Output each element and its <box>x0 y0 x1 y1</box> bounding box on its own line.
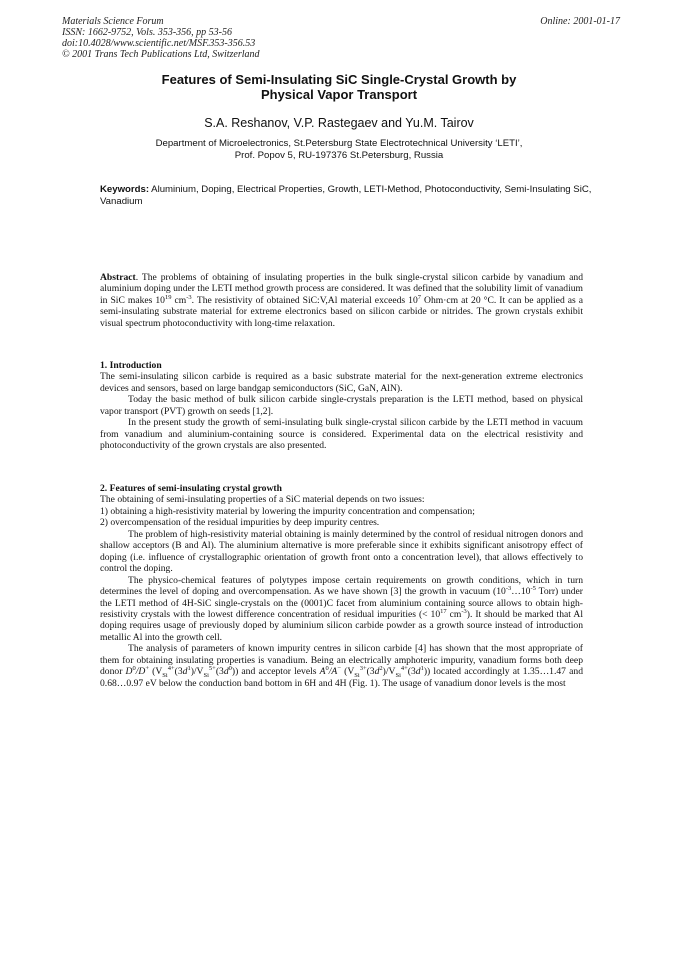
text-run: )) and acceptor levels <box>231 666 320 678</box>
section-introduction <box>100 360 583 452</box>
text-run: (V <box>149 666 163 678</box>
doi-line[interactable]: doi:10.4028/www.scientific.net/MSF.353-356.53 <box>62 38 256 49</box>
sup: 17 <box>440 607 447 615</box>
keywords-text: Aluminium, Doping, Electrical Properties, Growth, LETI-Method, Photoconductivity, Semi-Insulating SiC, Vanadium <box>100 184 592 207</box>
text-run: …10 <box>511 586 531 598</box>
sup: 4+ <box>167 665 175 673</box>
issn-line: ISSN: 1662-9752, Vols. 353-356, pp 53-56 <box>62 27 232 38</box>
italic: A <box>319 666 326 678</box>
section-heading: 2. Features of semi-insulating crystal growth <box>100 483 282 494</box>
text-run: (3 <box>366 666 375 678</box>
text-run: (3 <box>407 666 416 678</box>
italic: /A <box>328 666 338 678</box>
text-run: (V <box>340 666 355 678</box>
abstract-sup: 7 <box>417 293 422 301</box>
paragraph: Today the basic method of bulk silicon carbide single-crystals preparation is the LETI method, based on physical vapor transport (PVT) growth on seeds [1,2]. <box>100 394 583 417</box>
paragraph <box>100 643 583 689</box>
sup: 0 <box>325 665 329 673</box>
online-date: Online: 2001-01-17 <box>540 16 620 27</box>
text-run: (3 <box>215 666 224 678</box>
list-item: 2) overcompensation of the residual impurities by deep impurity centres. <box>100 517 380 529</box>
authors: S.A. Reshanov, V.P. Rastegaev and Yu.M. Tairov <box>204 116 474 130</box>
sup: 5+ <box>208 665 216 673</box>
italic: d <box>182 666 188 678</box>
sup: 1 <box>187 665 191 673</box>
journal-header <box>62 16 402 60</box>
italic: /D <box>135 666 146 678</box>
text-run: The analysis of parameters of known impurity centres in silicon carbide [4] has shown that the most appropriate of them for obtaining insulating properties is vanadium. Being an electrically amphoteric impurity, vanadium forms both deep donor <box>100 643 583 678</box>
text-run: Torr) under the LETI method of 4H-SiC single-crystals on the (0001)C facet from aluminium containing source allows to obtain high-resistivity crystals with the lowest difference concentration of residual impurities (< 10 <box>100 586 583 620</box>
affiliation-line-2: Prof. Popov 5, RU-197376 St.Petersburg, Russia <box>234 150 444 161</box>
text-run: )/V <box>382 666 396 678</box>
text-run: )/V <box>190 666 204 678</box>
paragraph: The obtaining of semi-insulating properties of a SiC material depends on two issues: <box>100 494 425 506</box>
italic: D <box>125 666 133 678</box>
sub: Si <box>162 672 168 680</box>
paragraph: In the present study the growth of semi-insulating bulk single-crystal silicon carbide by the LETI method in vacuum from vanadium and aluminium-containing source is considered. Experimental data on the electrical resistivity and photoconductivity of the grown crystals are also presented. <box>100 417 583 452</box>
copyright-line: © 2001 Trans Tech Publications Ltd, Switzerland <box>62 49 260 60</box>
sub: Si <box>203 672 209 680</box>
list-item: 1) obtaining a high-resistivity material by lowering the impurity concentration and compensation; <box>100 505 475 517</box>
affiliation <box>100 138 578 162</box>
sup: 4+ <box>400 665 408 673</box>
text-run: (3 <box>174 666 183 678</box>
sup: -3 <box>461 607 467 615</box>
sub: Si <box>354 672 360 680</box>
text-run: )) located accordingly at 1.35…1.47 and 0.68…0.97 eV below the conduction band bottom in 6H and 4H (Fig. 1). The usage of vanadium donor levels is the most <box>100 666 583 689</box>
sup: -5 <box>530 584 536 592</box>
text-run: ). It should be marked that Al doping requires usage of previously doped by aluminium silicon carbide powder as a growth source instead of introduction metallic Al into the growth cell. <box>100 608 583 643</box>
abstract-sup: -3 <box>186 293 192 301</box>
title-line-2: Physical Vapor Transport <box>260 87 418 102</box>
sup: 3+ <box>359 665 367 673</box>
abstract-text: cm <box>171 294 187 306</box>
sup: 2 <box>379 665 383 673</box>
abstract-text: . The problems of obtaining of insulating properties in the bulk single-crystal silicon carbide by vanadium and aluminium doping under the LETI method growth process are considered. It was defined that the solubility limit of vanadium in SiC makes 10 <box>100 272 583 306</box>
journal-name: Materials Science Forum <box>62 16 164 27</box>
italic: d <box>374 666 380 678</box>
sup: − <box>337 665 341 673</box>
keywords-label: Keywords: <box>100 184 150 195</box>
section-crystal-growth <box>100 483 583 689</box>
abstract <box>100 272 583 329</box>
title-line-1: Features of Semi-Insulating SiC Single-Crystal Growth by <box>161 72 517 87</box>
paper-title <box>62 72 616 102</box>
italic: d <box>415 666 421 678</box>
abstract-label: Abstract <box>100 272 136 283</box>
abstract-text: Ohm·cm at 20 °C. It can be applied as a semi-insulating substrate material for extreme electronics based on silicon carbide or nitrides. The grown crystals exhibit visual spectrum photoconductivity with long-time relaxation. <box>100 294 583 329</box>
sup: 1 <box>420 665 424 673</box>
affiliation-line-1: Department of Microelectronics, St.Petersburg State Electrotechnical University ‘LETI’, <box>155 138 523 149</box>
italic: d <box>223 666 229 678</box>
keywords <box>100 184 600 208</box>
paragraph <box>100 575 583 644</box>
paragraph: The problem of high-resistivity material obtaining is mainly determined by the control of residual nitrogen donors and shallow acceptors (B and Al). The aluminium alternative is more preferable since it exhibits significant anisotropy effect of doping (i.e. influence of crystallographic orientation of growth front onto a concentration level), that allows effectively to control the doping. <box>100 528 583 575</box>
text-run: cm <box>446 608 462 620</box>
abstract-sup: 19 <box>164 293 172 301</box>
sup: 0 <box>132 665 136 673</box>
sup: 0 <box>228 665 232 673</box>
sub: Si <box>395 672 401 680</box>
abstract-paragraph <box>100 272 583 329</box>
text-run: The physico-chemical features of polytypes impose certain requirements on growth conditions, which in turn determines the level of doping and overcompensation. As we have shown [3] the growth in vacuum (10 <box>100 574 583 598</box>
sup: + <box>145 665 149 673</box>
paragraph: The semi-insulating silicon carbide is required as a basic substrate material for the next-generation extreme electronics devices and sensors, based on large bandgap semiconductors (SiC, GaN, AlN). <box>100 371 583 394</box>
abstract-text: . The resistivity of obtained SiC:V,Al material exceeds 10 <box>191 294 418 306</box>
sup: -3 <box>505 584 512 592</box>
section-heading: 1. Introduction <box>100 360 162 371</box>
